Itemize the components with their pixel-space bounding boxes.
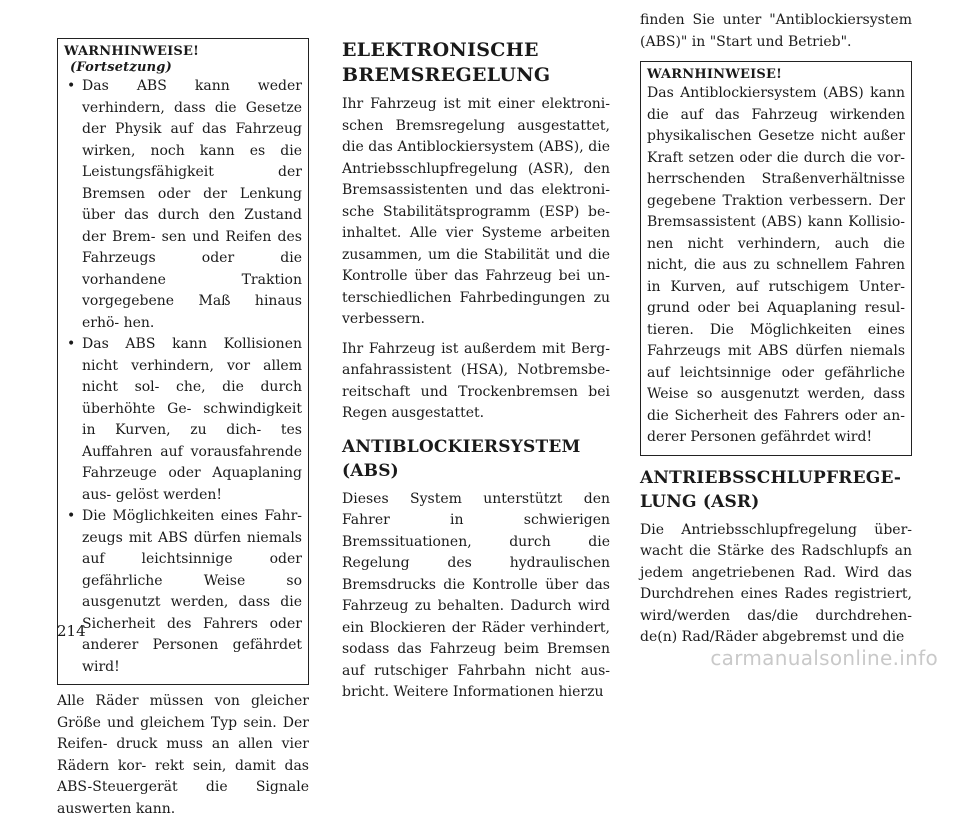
warning-box: [640, 61, 912, 456]
warning-heading: [64, 44, 302, 76]
page-number: 214: [57, 622, 86, 640]
left-column: [57, 38, 309, 828]
warning-title: WARNHINWEISE!: [647, 67, 782, 82]
warning-title: WARNHINWEISE!: [64, 44, 199, 59]
right-column: [640, 10, 912, 657]
section-heading: ELEKTRONISCHE BREMSREGELUNG: [342, 39, 551, 86]
subsection-heading: ANTIBLOCKIERSYSTEM (ABS): [342, 436, 581, 481]
body-paragraph: Dieses System unterstützt den Fahrer in schwierigen Bremssituationen, durch die Regelung des hydraulischen Bremsdrucks die Kontrolle über das Fahrzeug zu behalten. Dadurch wird ein Blockieren der Räder verhindert, sodass das Fahrzeug beim Bremsen auf rutschiger Fahrbahn nicht aus- bricht. Weitere Informationen hierzu: [342, 490, 610, 700]
warning-bullet: • Das ABS kann Kollisionen nicht verhindern, vor allem nicht sol- che, die durch überhöhte Ge- schwindigkeit in Kurven, zu dich- tes Auffahren auf vorausfahrende Fahrzeuge oder Aquaplaning aus- gelöst werden!: [64, 334, 302, 506]
warning-text: Das Antiblockiersystem (ABS) kann die auf das Fahrzeug wirkenden physikalischen Gesetze nicht außer Kraft setzen oder die durch die vor- herrschenden Straßenverhältnisse gegebene Traktion verbessern. Der Bremsassistent (ABS) kann Kollisio- nen nicht verhindern, auch die nicht, die aus zu schnellem Fahren in Kurven, auf rutschigem Unter- grund oder bei Aquaplaning resul- tieren. Die Möglichkeiten eines Fahrzeugs mit ABS dürfen niemals auf leichtsinnige oder gefährliche Weise so ausgenutzt werden, dass die Sicherheit des Fahrers oder an- derer Personen gefährdet wird!: [647, 85, 905, 445]
body-paragraph: Ihr Fahrzeug ist außerdem mit Berg- anfahrassistent (HSA), Notbremsbe- reitschaft und Trockenbremsen bei Regen ausgestattet.: [342, 340, 610, 421]
body-paragraph: finden Sie unter "Antiblockiersystem (ABS)" in "Start und Betrieb".: [640, 12, 912, 50]
watermark: carmanualsonline.info: [710, 646, 938, 670]
subsection-heading: ANTRIEBSSCHLUPFREGE- LUNG (ASR): [640, 467, 902, 512]
warning-bullet: • Das ABS kann weder verhindern, dass die Gesetze der Physik auf das Fahrzeug wirken, noch kann es die Leistungsfähigkeit der Bremsen oder der Lenkung über das durch den Zustand der Brem- sen und Reifen des Fahrzeugs oder die vorhandene Traktion vorgegebene Maß hinaus erhö- hen.: [64, 76, 302, 334]
warning-continuation: (Fortsetzung): [70, 60, 172, 75]
body-paragraph: Ihr Fahrzeug ist mit einer elektroni- schen Bremsregelung ausgestattet, die das Antiblockiersystem (ABS), die Antriebsschlupfregelung (ASR), den Bremsassistenten und das elektroni- sche Stabilitätsprogramm (ESP) be- inhaltet. Alle vier Systeme arbeiten zusammen, um die Stabilität und die Kontrolle über das Fahrzeug bei un- terschiedlichen Fahrbedingungen zu verbessern.: [342, 96, 610, 327]
body-paragraph: Alle Räder müssen von gleicher Größe und gleichem Typ sein. Der Reifen- druck muss an allen vier Rädern kor- rekt sein, damit das ABS-Steuergerät die Signale auswerten kann.: [57, 693, 309, 817]
warning-bullet: • Die Möglichkeiten eines Fahr- zeugs mit ABS dürfen niemals auf leichtsinnige oder gefährliche Weise so ausgenutzt werden, dass die Sicherheit des Fahrers oder anderer Personen gefährdet wird!: [64, 506, 302, 678]
warning-box-continued: [57, 38, 309, 685]
middle-column: [342, 38, 610, 712]
warning-bullet-list: [64, 76, 302, 678]
body-paragraph: Die Antriebsschlupfregelung über- wacht die Stärke des Radschlupfs an jedem angetriebenen Rad. Wird das Durchdrehen eines Rades registriert, wird/werden das/die durchdrehen- de(n) Rad/Räder abgebremst und die: [640, 521, 912, 645]
